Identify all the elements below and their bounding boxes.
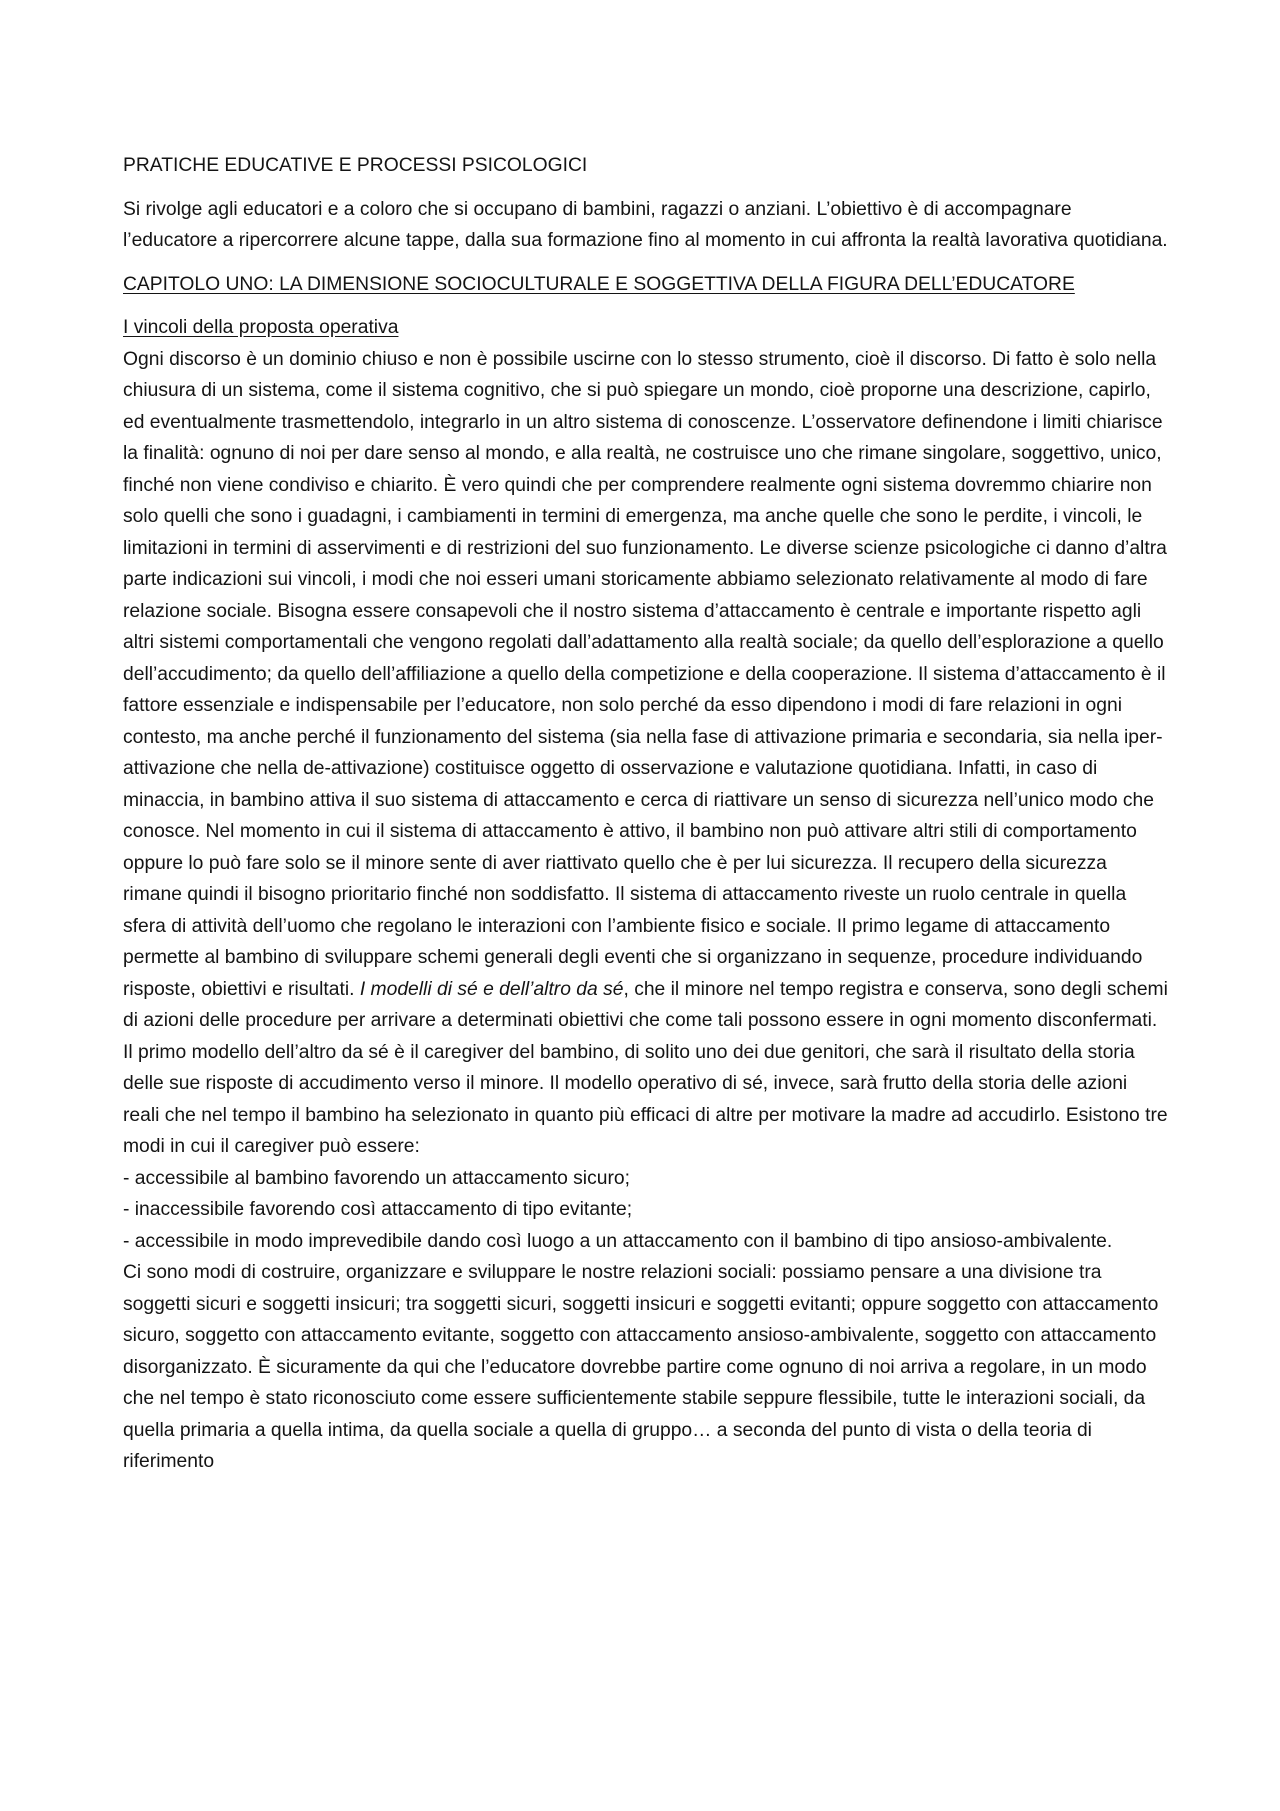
chapter-heading: CAPITOLO UNO: LA DIMENSIONE SOCIOCULTURALE E SOGGETTIVA DELLA FIGURA DELL’EDUCATORE <box>123 273 1075 295</box>
paragraph-text: Ogni discorso è un dominio chiuso e non è possibile uscirne con lo stesso strumento, cioè il discorso. Di fatto è solo nella chiusura di un sistema, come il sistema cognitivo, che si può spiegare un mondo, cioè proporne una descrizione, capirlo, ed eventualmente trasmettendolo, integrarlo in un altro sistema di conoscenze. L’osservatore definendone i limiti chiarisce la finalità: ognuno di noi per dare senso al mondo, e alla realtà, ne costruisce uno che rimane singolare, soggettivo, unico, finché non viene condiviso e chiarito. È vero quindi che per comprendere realmente ogni sistema dovremmo chiarire non solo quelli che sono i guadagni, i cambiamenti in termini di emergenza, ma anche quelle che sono le perdite, i vincoli, le limitazioni in termini di asservimenti e di restrizioni del suo funzionamento. Le diverse scienze psicologiche ci danno d’altra parte indicazioni sui vincoli, i modi che noi esseri umani storicamente abbiamo selezionato relativamente al modo di fare relazione sociale. Bisogna essere consapevoli che il nostro sistema d’attaccamento è centrale e importante rispetto agli altri sistemi comportamentali che vengono regolati dall’adattamento alla realtà sociale; da quello dell’esplorazione a quello dell’accudimento; da quello dell’affiliazione a quello della competizione e della cooperazione. Il sistema d’attaccamento è il fattore essenziale e indispensabile per l’educatore, non solo perché da esso dipendono i modi di fare relazioni in ogni contesto, ma anche perché il funzionamento del sistema (sia nella fase di attivazione primaria e secondaria, sia nella iper-attivazione che nella de-attivazione) costituisce oggetto di osservazione e valutazione quotidiana. Infatti, in caso di minaccia, in bambino attiva il suo sistema di attaccamento e cerca di riattivare un senso di sicurezza nell’unico modo che conosce. Nel momento in cui il sistema di attaccamento è attivo, il bambino non può attivare altri stili di comportamento oppure lo può fare solo se il minore sente di aver riattivato quello che è per lui sicurezza. Il recupero della sicurezza rimane quindi il bisogno prioritario finché non soddisfatto. Il sistema di attaccamento riveste un ruolo centrale in quella sfera di attività dell’uomo che regolano le interazioni con l’ambiente fisico e sociale. Il primo legame di attaccamento permette al bambino di sviluppare schemi generali degli eventi che si organizzano in sequenze, procedure individuando risposte, obiettivi e risultati. <box>123 348 1167 1000</box>
paragraph-text: , che il minore nel tempo registra e conserva, sono degli schemi di azioni delle procedure per arrivare a determinati obiettivi che come tali possono essere in ogni momento disconfermati. Il primo modello dell’altro da sé è il caregiver del bambino, di solito uno dei due genitori, che sarà il risultato della storia delle sue risposte di accudimento verso il minore. Il modello operativo di sé, invece, sarà frutto della storia delle azioni reali che nel tempo il bambino ha selezionato in quanto più efficaci di altre per motivare la madre ad accudirlo. Esistono tre modi in cui il caregiver può essere: <box>123 978 1168 1157</box>
italic-phrase: I modelli di sé e dell’altro da sé <box>359 978 624 1000</box>
section-heading: I vincoli della proposta operativa <box>123 317 399 338</box>
list-item: - inaccessibile favorendo così attaccamento di tipo evitante; <box>123 1199 633 1220</box>
body-paragraph-2: Ci sono modi di costruire, organizzare e sviluppare le nostre relazioni sociali: possiamo pensare a una divisione tra soggetti sicuri e soggetti insicuri; tra soggetti sicuri, soggetti insicuri e soggetti evitanti; oppure soggetto con attaccamento sicuro, soggetto con attaccamento evitante, soggetto con attaccamento ansioso-ambivalente, soggetto con attaccamento disorganizzato. È sicuramente da qui che l’educatore dovrebbe partire come ognuno di noi arriva a regolare, in un modo che nel tempo è stato riconosciuto come essere sufficientemente stabile seppure flessibile, tutte le interazioni sociali, da quella primaria a quella intima, da quella sociale a quella di gruppo… a seconda del punto di vista o della teoria di riferimento <box>123 1262 1159 1472</box>
document-page <box>123 150 1168 1478</box>
document-title: PRATICHE EDUCATIVE E PROCESSI PSICOLOGICI <box>123 155 588 176</box>
list-item: - accessibile in modo imprevedibile dando così luogo a un attaccamento con il bambino di tipo ansioso-ambivalente. <box>123 1230 1113 1252</box>
body-paragraph-1 <box>123 344 1168 1163</box>
list-item: - accessibile al bambino favorendo un attaccamento sicuro; <box>123 1167 630 1189</box>
intro-paragraph: Si rivolge agli educatori e a coloro che si occupano di bambini, ragazzi o anziani. L’obiettivo è di accompagnare l’educatore a ripercorrere alcune tappe, dalla sua formazione fino al momento in cui affronta la realtà lavorativa quotidiana. <box>123 198 1168 251</box>
